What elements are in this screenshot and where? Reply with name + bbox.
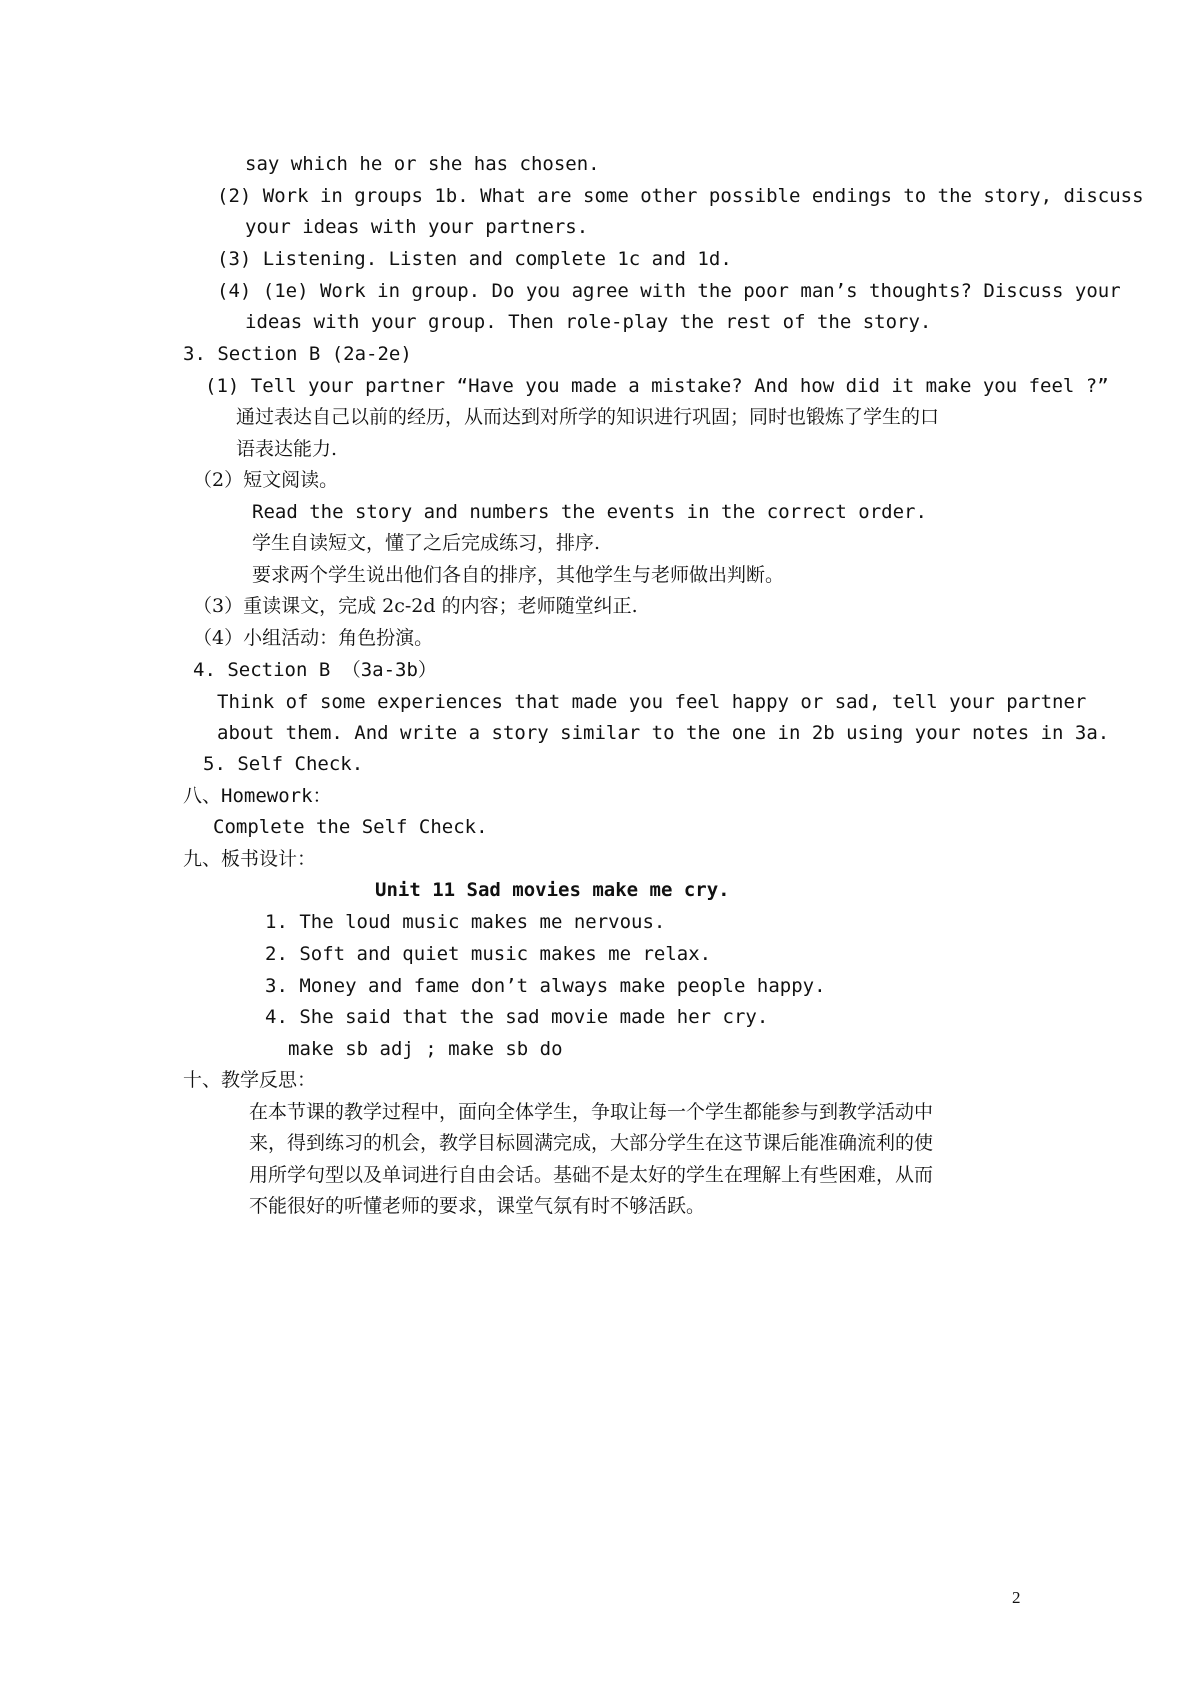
line-4-text-cont: about them. And write a story similar to the one in 2b using your notes in 3a.	[217, 722, 1110, 744]
line-listening: (3) Listening. Listen and complete 1c and 1d.	[217, 248, 732, 270]
line-1e-cont: ideas with your group. Then role-play the rest of the story.	[245, 311, 932, 333]
line-3-1-cn-cont: 语表达能力.	[236, 438, 338, 460]
line-1b: (2) Work in groups 1b. What are some other possible endings to the story, discuss	[217, 185, 1144, 207]
reflection-line-3: 用所学句型以及单词进行自由会话。基础不是太好的学生在理解上有些困难，从而	[249, 1164, 934, 1186]
line-3-2-read: Read the story and numbers the events in the correct order.	[252, 501, 927, 523]
line-1b-cont: your ideas with your partners.	[245, 216, 589, 238]
homework-text: Complete the Self Check.	[213, 816, 488, 838]
section-4-heading: 4. Section B （3a-3b）	[193, 659, 437, 681]
line-3-1: (1) Tell your partner “Have you made a mistake? And how did it make you feel ?”	[205, 375, 1109, 397]
line-3-1-cn: 通过表达自己以前的经历，从而达到对所学的知识进行巩固；同时也锻炼了学生的口	[236, 406, 940, 428]
board-item-1: 1. The loud music makes me nervous.	[265, 911, 666, 933]
page-number: 2	[1012, 1588, 1021, 1607]
board-design-heading: 九、板书设计：	[183, 848, 317, 870]
section-3-heading: 3. Section B (2a-2e)	[183, 343, 412, 365]
reflection-heading: 十、教学反思：	[183, 1069, 317, 1091]
board-item-4: 4. She said that the sad movie made her cry.	[265, 1006, 769, 1028]
section-5-heading: 5. Self Check.	[203, 753, 364, 775]
homework-heading: 八、Homework：	[183, 785, 332, 807]
line-3-4: （4）小组活动：角色扮演。	[193, 627, 434, 649]
reflection-line-1: 在本节课的教学过程中，面向全体学生，争取让每一个学生都能参与到教学活动中	[249, 1101, 934, 1123]
line-1e: (4) (1e) Work in group. Do you agree with the poor man’s thoughts? Discuss your	[217, 280, 1121, 302]
line-1a-tail: say which he or she has chosen.	[245, 153, 600, 175]
reflection-line-4: 不能很好的听懂老师的要求，课堂气氛有时不够活跃。	[249, 1195, 706, 1217]
line-3-3: （3）重读课文，完成 2c-2d 的内容；老师随堂纠正.	[193, 595, 638, 617]
board-item-3: 3. Money and fame don’t always make people happy.	[265, 975, 826, 997]
board-item-2: 2. Soft and quiet music makes me relax.	[265, 943, 712, 965]
reflection-line-2: 来，得到练习的机会，教学目标圆满完成，大部分学生在这节课后能准确流利的使	[249, 1132, 934, 1154]
line-3-2: （2）短文阅读。	[193, 469, 339, 491]
line-3-2-cn2: 要求两个学生说出他们各自的排序，其他学生与老师做出判断。	[252, 564, 785, 586]
board-pattern: make sb adj ; make sb do	[288, 1038, 563, 1060]
line-3-2-cn1: 学生自读短文，懂了之后完成练习，排序.	[252, 532, 601, 554]
line-4-text: Think of some experiences that made you feel happy or sad, tell your partner	[217, 691, 1087, 713]
unit-title: Unit 11 Sad movies make me cry.	[375, 879, 730, 901]
